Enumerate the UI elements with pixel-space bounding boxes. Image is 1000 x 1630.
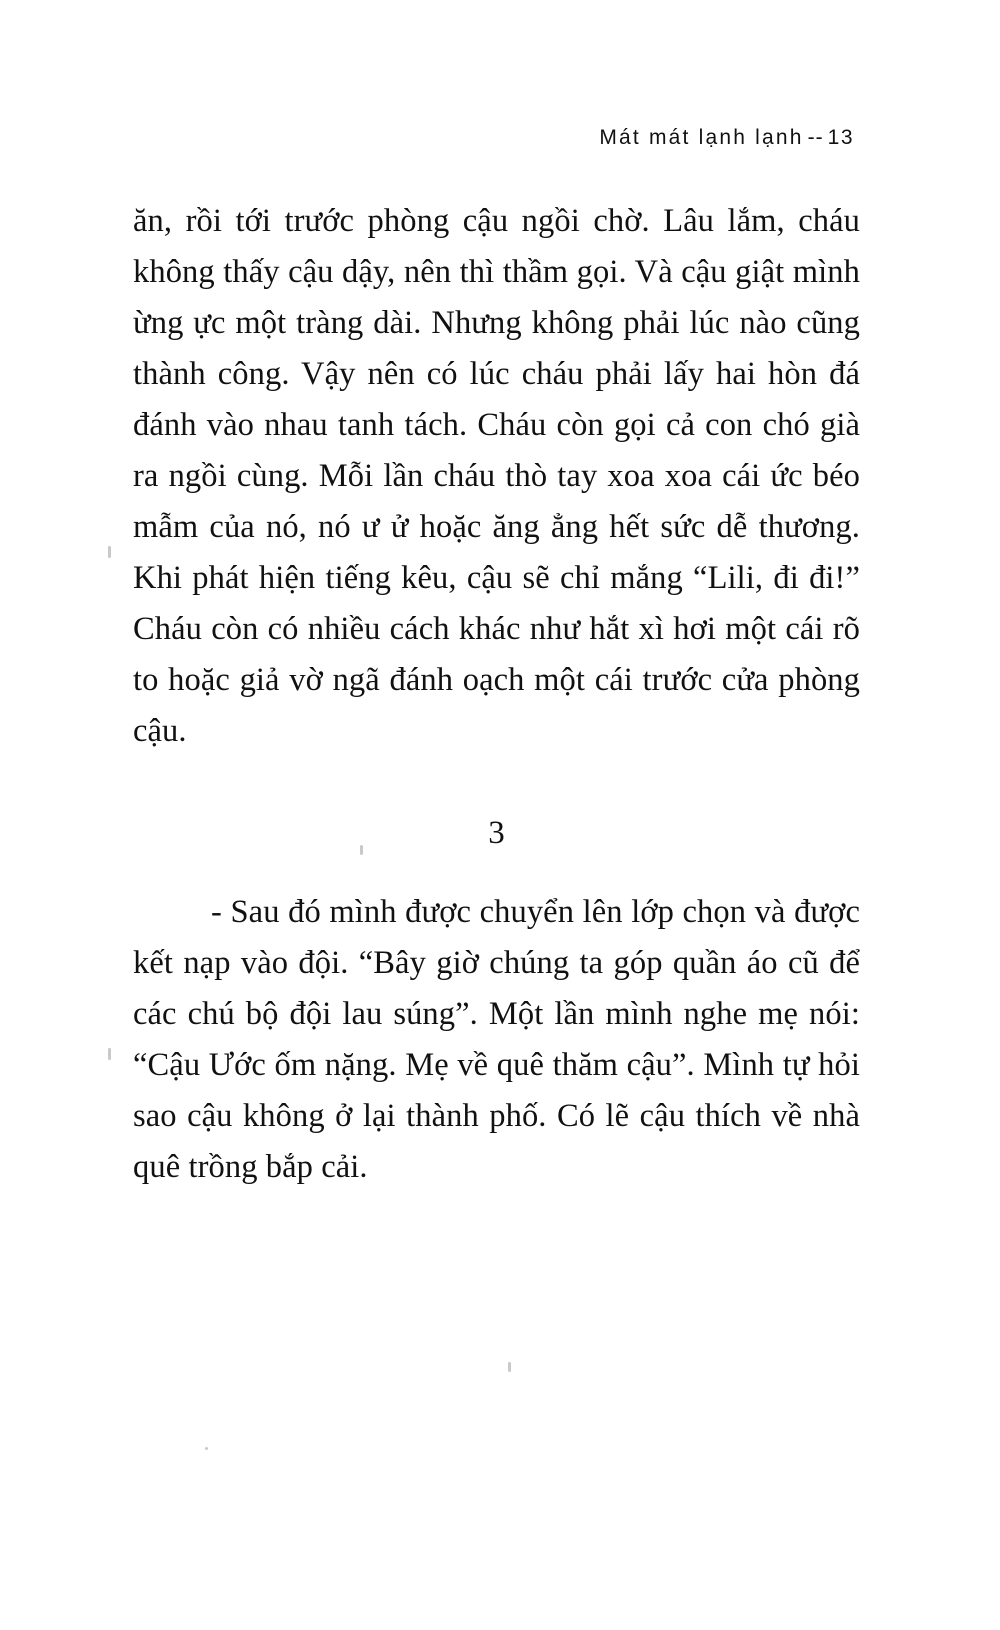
page-number: 13 [827,126,854,149]
paragraph-dialogue: - Sau đó mình được chuyển lên lớp chọn và được kết nạp vào đội. “Bây giờ chúng ta góp quần áo cũ để các chú bộ đội lau súng”. Một lần mình nghe mẹ nói: “Cậu Ước ốm nặng. Mẹ về quê thăm cậu”. Mình tự hỏi sao cậu không ở lại thành phố. Có lẽ cậu thích về nhà quê trồng bắp cải. [133,894,860,1185]
scan-speck [205,1447,208,1450]
running-head-separator: -- [807,126,824,149]
scan-speck [108,546,111,558]
scan-speck [108,1048,111,1060]
page-body [133,196,860,1193]
running-head-title: Mát mát lạnh lạnh [599,126,804,149]
paragraph-continued: ăn, rồi tới trước phòng cậu ngồi chờ. Lâu lắm, cháu không thấy cậu dậy, nên thì thầm gọi. Và cậu giật mình ừng ực một tràng dài. Nhưng không phải lúc nào cũng thành công. Vậy nên có lúc cháu phải lấy hai hòn đá đánh vào nhau tanh tách. Cháu còn gọi cả con chó già ra ngồi cùng. Mỗi lần cháu thò tay xoa xoa cái ức béo mẫm của nó, nó ư ử hoặc ăng ẳng hết sức dễ thương. Khi phát hiện tiếng kêu, cậu sẽ chỉ mắng “Lili, đi đi!” Cháu còn có nhiều cách khác như hắt xì hơi một cái rõ to hoặc giả vờ ngã đánh oạch một cái trước cửa phòng cậu. [133,203,860,749]
section-number: 3 [488,815,505,851]
scan-speck [508,1362,511,1372]
running-head [599,126,854,150]
scan-speck [360,845,363,855]
